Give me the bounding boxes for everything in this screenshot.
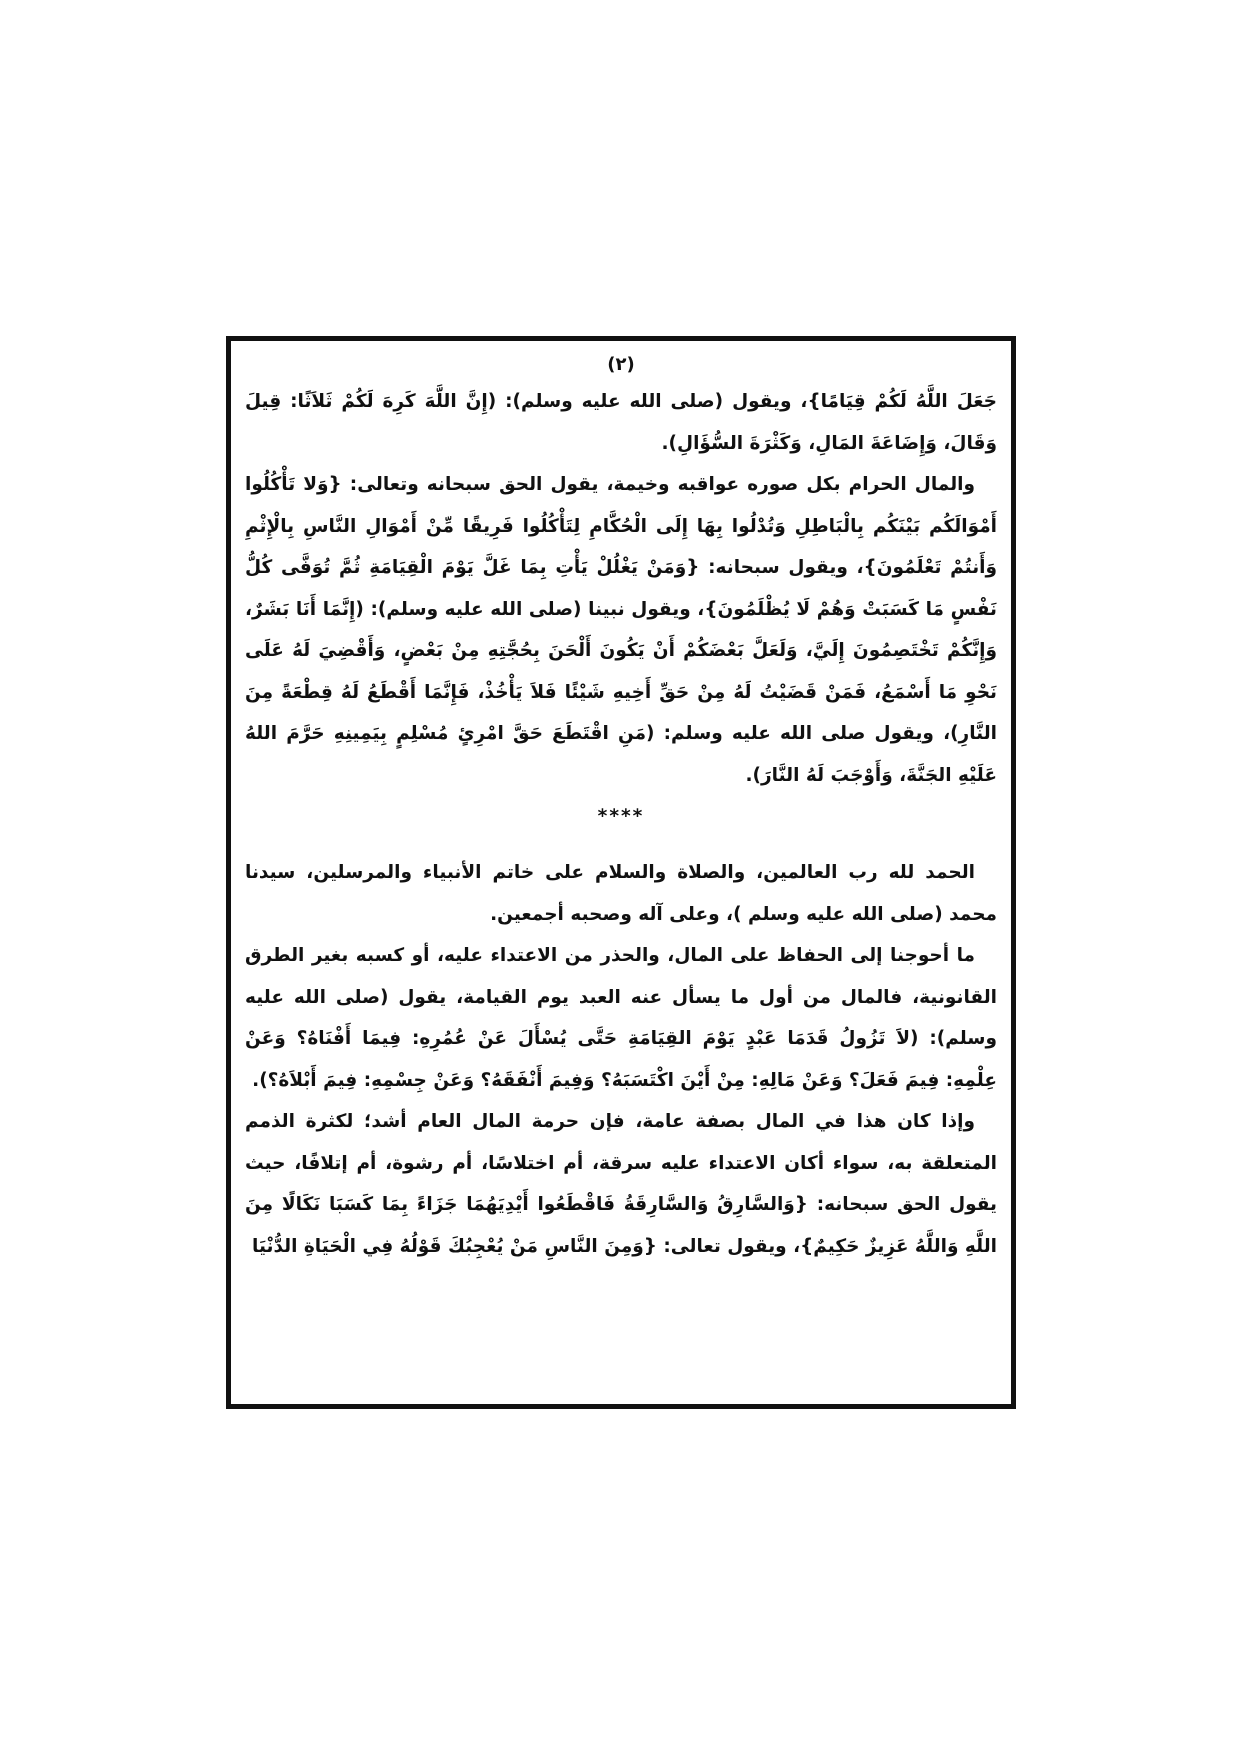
page-number: (٢) xyxy=(607,354,635,375)
page-frame xyxy=(226,336,1016,1409)
section-separator: **** xyxy=(597,806,645,827)
paragraph-forbidden-wealth: والمال الحرام بكل صوره عواقبه وخيمة، يقول الحق سبحانه وتعالى: {وَلا تَأْكُلُوا أَمْوَالَكُم بَيْنَكُم بِالْبَاطِلِ وَتُدْلُوا بِهَا إِلَى الْحُكَّامِ لِتَأْكُلُوا فَرِيقًا مِّنْ أَمْوَالِ النَّاسِ بِالْإِثْمِ وَأَنتُمْ تَعْلَمُونَ}، ويقول سبحانه: {وَمَنْ يَغْلُلْ يَأْتِ بِمَا غَلَّ يَوْمَ الْقِيَامَةِ ثُمَّ تُوَفَّى كُلُّ نَفْسٍ مَا كَسَبَتْ وَهُمْ لَا يُظْلَمُونَ}، ويقول نبينا (صلى الله عليه وسلم): (إِنَّمَا أَنَا بَشَرٌ، وَإِنَّكُمْ تَخْتَصِمُونَ إِلَيَّ، وَلَعَلَّ بَعْضَكُمْ أَنْ يَكُونَ أَلْحَنَ بِحُجَّتِهِ مِنْ بَعْضٍ، وَأَقْضِيَ لَهُ عَلَى نَحْوِ مَا أَسْمَعُ، فَمَنْ قَضَيْتُ لَهُ مِنْ حَقِّ أَخِيهِ شَيْئًا فَلاَ يَأْخُذْ، فَإِنَّمَا أَقْطَعُ لَهُ قِطْعَةً مِنَ النَّارِ)، ويقول صلى الله عليه وسلم: (مَنِ اقْتَطَعَ حَقَّ امْرِئٍ مُسْلِمٍ بِيَمِينِهِ حَرَّمَ اللهُ عَلَيْهِ الجَنَّةَ، وَأَوْجَبَ لَهُ النَّارَ). xyxy=(245,474,997,786)
paragraph-quran-hadith-intro: جَعَلَ اللَّهُ لَكُمْ قِيَامًا}، ويقول (صلى الله عليه وسلم): (إِنَّ اللَّهَ كَرِهَ لَكُمْ ثَلاَثًا: قِيلَ وَقَالَ، وَإِضَاعَةَ المَالِ، وَكَثْرَةَ السُّؤَالِ). xyxy=(245,391,997,454)
paragraph-praise: الحمد لله رب العالمين، والصلاة والسلام على خاتم الأنبياء والمرسلين، سيدنا محمد (صلى الله عليه وسلم )، وعلى آله وصحبه أجمعين. xyxy=(245,862,997,925)
paragraph-public-wealth: وإذا كان هذا في المال بصفة عامة، فإن حرمة المال العام أشد؛ لكثرة الذمم المتعلقة به، سواء أكان الاعتداء عليه سرقة، أم اختلاسًا، أم رشوة، أم إتلافًا، حيث يقول الحق سبحانه: {وَالسَّارِقُ وَالسَّارِقَةُ فَاقْطَعُوا أَيْدِيَهُمَا جَزَاءً بِمَا كَسَبَا نَكَالًا مِنَ اللَّهِ وَاللَّهُ عَزِيزٌ حَكِيمٌ}، ويقول تعالى: {وَمِنَ النَّاسِ مَنْ يُعْجِبُكَ قَوْلُهُ فِي الْحَيَاةِ الدُّنْيَا xyxy=(245,1111,997,1257)
paragraph-preserving-wealth: ما أحوجنا إلى الحفاظ على المال، والحذر من الاعتداء عليه، أو كسبه بغير الطرق القانونية، فالمال من أول ما يسأل عنه العبد يوم القيامة، يقول (صلى الله عليه وسلم): (لاَ تَزُولُ قَدَمَا عَبْدٍ يَوْمَ القِيَامَةِ حَتَّى يُسْأَلَ عَنْ عُمُرِهِ: فِيمَا أَفْنَاهُ؟ وَعَنْ عِلْمِهِ: فِيمَ فَعَلَ؟ وَعَنْ مَالِهِ: مِنْ أَيْنَ اكْتَسَبَهُ؟ وَفِيمَ أَنْفَقَهُ؟ وَعَنْ جِسْمِهِ: فِيمَ أَبْلاَهُ؟). xyxy=(245,945,997,1091)
page-content xyxy=(245,349,997,1267)
